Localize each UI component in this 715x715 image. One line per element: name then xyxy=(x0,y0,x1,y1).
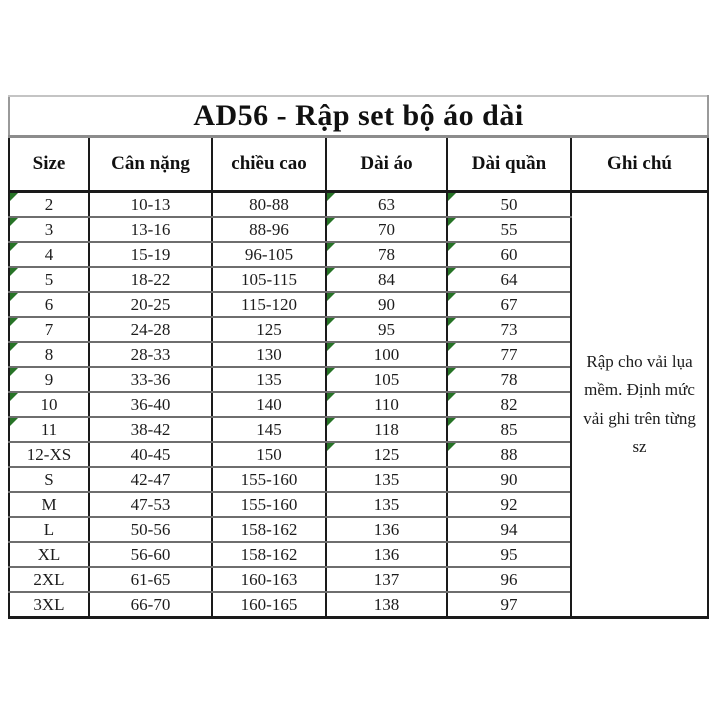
cell-size: 5 xyxy=(9,267,89,292)
cell-size: 2XL xyxy=(9,567,89,592)
cell-size: 11 xyxy=(9,417,89,442)
size-chart-sheet xyxy=(8,95,709,619)
cell-dai-ao: 118 xyxy=(326,417,447,442)
cell-chieu-cao: 158-162 xyxy=(212,542,326,567)
cell-can-nang: 56-60 xyxy=(89,542,212,567)
title-row xyxy=(9,96,708,137)
cell-size: M xyxy=(9,492,89,517)
cell-dai-quan: 95 xyxy=(447,542,571,567)
cell-can-nang: 24-28 xyxy=(89,317,212,342)
cell-dai-quan: 77 xyxy=(447,342,571,367)
column-header-ghi-chu: Ghi chú xyxy=(571,137,708,192)
cell-can-nang: 50-56 xyxy=(89,517,212,542)
cell-dai-ao: 136 xyxy=(326,517,447,542)
cell-dai-ao: 63 xyxy=(326,192,447,218)
column-header-dai-quan: Dài quần xyxy=(447,137,571,192)
cell-chieu-cao: 145 xyxy=(212,417,326,442)
cell-dai-quan: 90 xyxy=(447,467,571,492)
cell-size: L xyxy=(9,517,89,542)
cell-chieu-cao: 160-165 xyxy=(212,592,326,618)
cell-chieu-cao: 140 xyxy=(212,392,326,417)
cell-dai-ao: 100 xyxy=(326,342,447,367)
cell-size: 3 xyxy=(9,217,89,242)
cell-can-nang: 10-13 xyxy=(89,192,212,218)
cell-size: 7 xyxy=(9,317,89,342)
cell-chieu-cao: 96-105 xyxy=(212,242,326,267)
cell-dai-quan: 78 xyxy=(447,367,571,392)
cell-can-nang: 18-22 xyxy=(89,267,212,292)
column-header-chieu-cao: chiều cao xyxy=(212,137,326,192)
cell-chieu-cao: 160-163 xyxy=(212,567,326,592)
cell-dai-quan: 73 xyxy=(447,317,571,342)
cell-can-nang: 15-19 xyxy=(89,242,212,267)
header-row xyxy=(9,137,708,192)
cell-can-nang: 13-16 xyxy=(89,217,212,242)
cell-dai-ao: 105 xyxy=(326,367,447,392)
cell-dai-quan: 60 xyxy=(447,242,571,267)
cell-dai-quan: 92 xyxy=(447,492,571,517)
cell-chieu-cao: 150 xyxy=(212,442,326,467)
cell-can-nang: 33-36 xyxy=(89,367,212,392)
cell-dai-quan: 85 xyxy=(447,417,571,442)
cell-can-nang: 42-47 xyxy=(89,467,212,492)
chart-title: AD56 - Rập set bộ áo dài xyxy=(9,96,708,137)
cell-dai-ao: 90 xyxy=(326,292,447,317)
cell-chieu-cao: 135 xyxy=(212,367,326,392)
cell-dai-ao: 95 xyxy=(326,317,447,342)
cell-dai-ao: 110 xyxy=(326,392,447,417)
cell-dai-quan: 64 xyxy=(447,267,571,292)
cell-can-nang: 40-45 xyxy=(89,442,212,467)
cell-dai-ao: 136 xyxy=(326,542,447,567)
cell-dai-quan: 67 xyxy=(447,292,571,317)
cell-dai-ao: 84 xyxy=(326,267,447,292)
cell-size: XL xyxy=(9,542,89,567)
cell-size: 8 xyxy=(9,342,89,367)
cell-chieu-cao: 155-160 xyxy=(212,467,326,492)
cell-dai-quan: 97 xyxy=(447,592,571,618)
cell-can-nang: 61-65 xyxy=(89,567,212,592)
cell-size: 12-XS xyxy=(9,442,89,467)
column-header-size: Size xyxy=(9,137,89,192)
note-cell: Rập cho vải lụa mềm. Định mức vải ghi trên từng sz xyxy=(571,192,708,618)
cell-size: 10 xyxy=(9,392,89,417)
cell-size: 2 xyxy=(9,192,89,218)
cell-size: 6 xyxy=(9,292,89,317)
column-header-dai-ao: Dài áo xyxy=(326,137,447,192)
cell-dai-ao: 138 xyxy=(326,592,447,618)
cell-dai-ao: 70 xyxy=(326,217,447,242)
cell-can-nang: 36-40 xyxy=(89,392,212,417)
cell-dai-ao: 137 xyxy=(326,567,447,592)
cell-dai-ao: 78 xyxy=(326,242,447,267)
cell-chieu-cao: 105-115 xyxy=(212,267,326,292)
table-body xyxy=(9,192,708,618)
cell-chieu-cao: 80-88 xyxy=(212,192,326,218)
cell-dai-ao: 135 xyxy=(326,492,447,517)
cell-chieu-cao: 115-120 xyxy=(212,292,326,317)
cell-dai-quan: 50 xyxy=(447,192,571,218)
cell-can-nang: 20-25 xyxy=(89,292,212,317)
size-chart-table xyxy=(8,95,709,619)
cell-size: 3XL xyxy=(9,592,89,618)
cell-can-nang: 66-70 xyxy=(89,592,212,618)
cell-can-nang: 38-42 xyxy=(89,417,212,442)
cell-can-nang: 47-53 xyxy=(89,492,212,517)
cell-dai-quan: 94 xyxy=(447,517,571,542)
cell-dai-ao: 125 xyxy=(326,442,447,467)
cell-size: 4 xyxy=(9,242,89,267)
cell-dai-quan: 82 xyxy=(447,392,571,417)
column-header-can-nang: Cân nặng xyxy=(89,137,212,192)
cell-chieu-cao: 155-160 xyxy=(212,492,326,517)
cell-size: 9 xyxy=(9,367,89,392)
cell-chieu-cao: 130 xyxy=(212,342,326,367)
cell-dai-ao: 135 xyxy=(326,467,447,492)
cell-dai-quan: 55 xyxy=(447,217,571,242)
cell-chieu-cao: 88-96 xyxy=(212,217,326,242)
cell-dai-quan: 88 xyxy=(447,442,571,467)
cell-size: S xyxy=(9,467,89,492)
cell-dai-quan: 96 xyxy=(447,567,571,592)
cell-can-nang: 28-33 xyxy=(89,342,212,367)
cell-chieu-cao: 158-162 xyxy=(212,517,326,542)
table-row xyxy=(9,192,708,218)
cell-chieu-cao: 125 xyxy=(212,317,326,342)
